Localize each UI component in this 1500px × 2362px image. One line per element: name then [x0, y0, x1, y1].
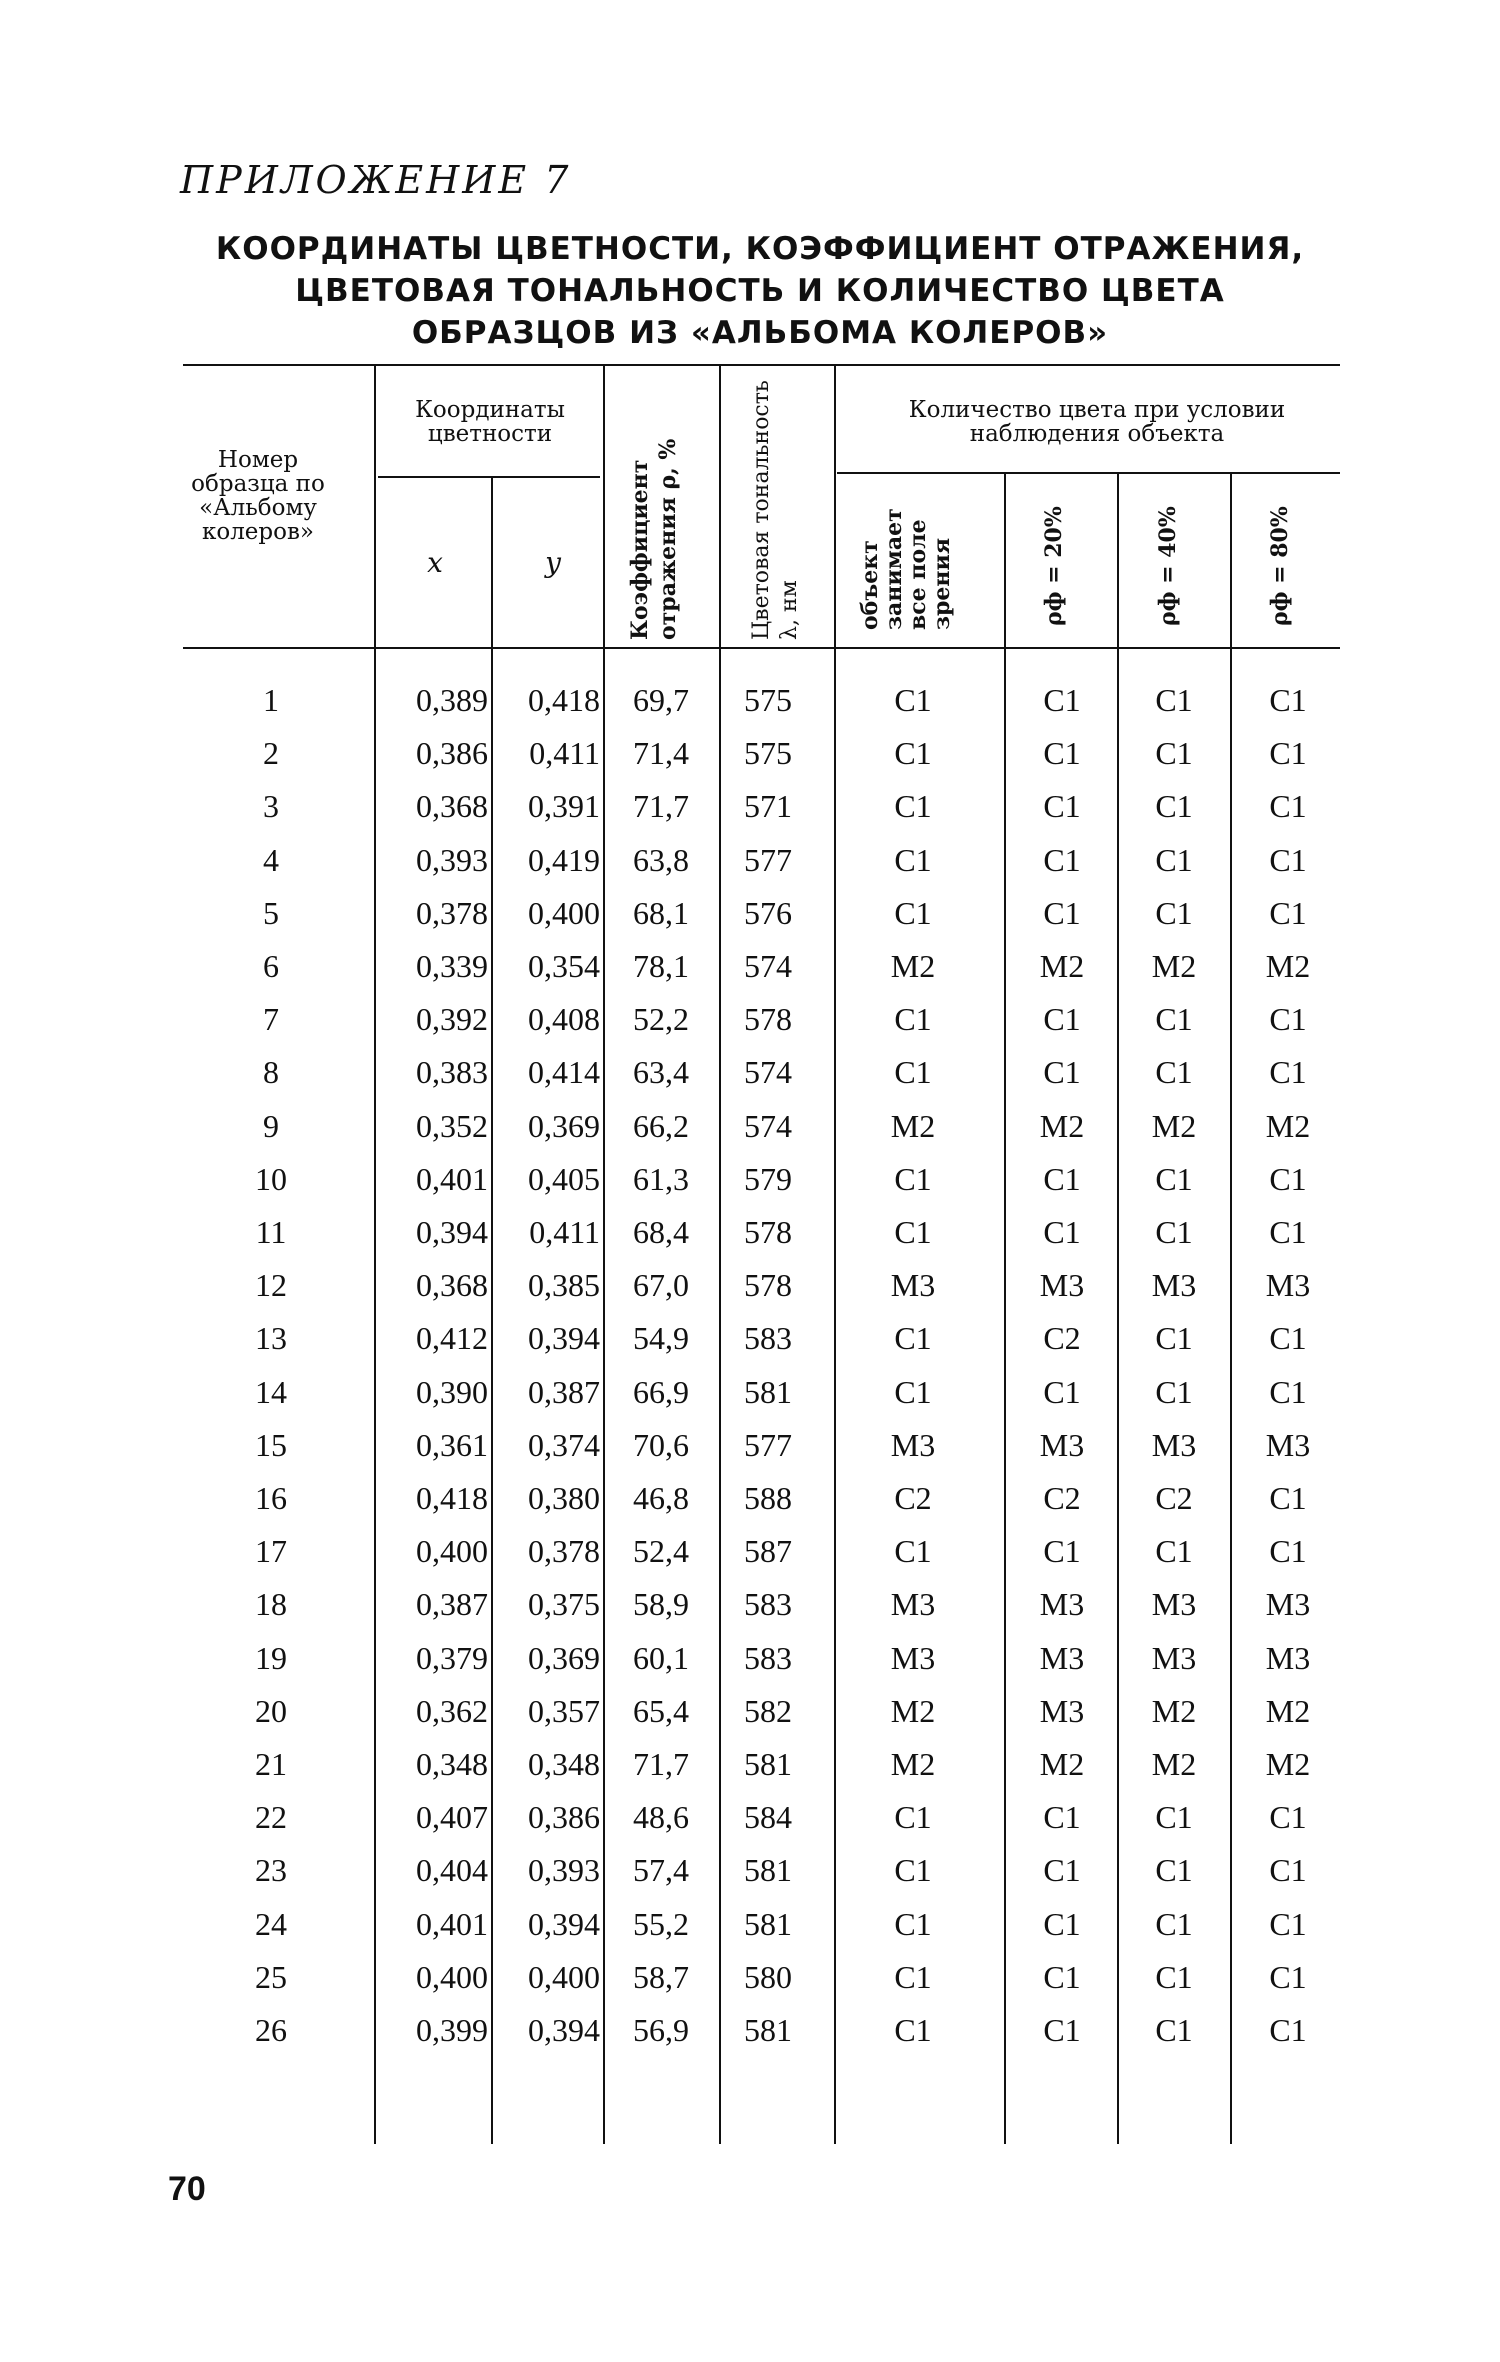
cell-rho-40: C1	[1155, 1905, 1193, 1942]
header-coordinates: Координаты цветности	[415, 397, 565, 447]
cell-reflectance: 67,0	[633, 1267, 689, 1304]
cell-sample-number: 12	[255, 1267, 287, 1304]
cell-rho-20: C2	[1043, 1320, 1081, 1357]
cell-sample-number: 3	[263, 788, 279, 825]
cell-y: 0,374	[528, 1426, 600, 1463]
cell-rho-40: C1	[1155, 1054, 1193, 1091]
cell-y: 0,375	[528, 1586, 600, 1623]
cell-tonality: 583	[744, 1586, 792, 1623]
cell-x: 0,412	[416, 1320, 488, 1357]
cell-full-field: C1	[894, 1852, 932, 1889]
cell-rho-20: M3	[1039, 1426, 1085, 1463]
cell-tonality: 583	[744, 1320, 792, 1357]
cell-rho-40: C1	[1155, 1214, 1193, 1250]
cell-sample-number: 1	[263, 682, 279, 718]
cell-y: 0,411	[529, 735, 600, 772]
cell-rho-80: M2	[1265, 1107, 1311, 1144]
cell-rho-20: C1	[1043, 2012, 1081, 2048]
cell-rho-20: C1	[1043, 735, 1081, 772]
cell-x: 0,339	[416, 948, 488, 984]
cell-rho-80: C1	[1269, 1480, 1307, 1516]
header-sample-number: Номер образца по «Альбому колеров»	[191, 447, 325, 545]
cell-x: 0,378	[416, 894, 488, 931]
header-color-amount: Количество цвета при условии наблюдения объекта	[908, 397, 1286, 447]
cell-full-field: C1	[894, 1001, 932, 1038]
cell-rho-80: C1	[1269, 1373, 1307, 1410]
header-rho-80: ρф = 80%	[1267, 506, 1293, 626]
cell-rho-40: C2	[1155, 1480, 1193, 1516]
cell-rho-20: C1	[1043, 1958, 1081, 1995]
cell-sample-number: 7	[263, 1001, 279, 1038]
cell-rho-80: C1	[1269, 1799, 1307, 1836]
cell-rho-40: C1	[1155, 682, 1193, 718]
cell-rho-80: M2	[1265, 1692, 1311, 1729]
cell-sample-number: 26	[255, 2012, 287, 2048]
cell-rho-80: C1	[1269, 788, 1307, 825]
cell-rho-40: M2	[1151, 1746, 1197, 1782]
cell-rho-40: C1	[1155, 2012, 1193, 2048]
cell-y: 0,369	[528, 1107, 600, 1144]
cell-tonality: 581	[744, 1373, 792, 1410]
cell-sample-number: 2	[263, 735, 279, 772]
cell-rho-20: M3	[1039, 1267, 1085, 1304]
cell-rho-40: M2	[1151, 1107, 1197, 1144]
cell-reflectance: 65,4	[633, 1692, 689, 1729]
cell-y: 0,387	[528, 1373, 600, 1410]
cell-rho-80: C1	[1269, 1958, 1307, 1995]
cell-reflectance: 46,8	[633, 1480, 689, 1516]
cell-tonality: 578	[744, 1214, 792, 1250]
cell-reflectance: 71,7	[633, 788, 689, 825]
cell-reflectance: 56,9	[633, 2012, 689, 2048]
cell-rho-20: C1	[1043, 1054, 1081, 1091]
cell-full-field: M3	[890, 1586, 936, 1623]
cell-rho-20: C1	[1043, 1214, 1081, 1250]
cell-rho-20: C1	[1043, 1001, 1081, 1038]
cell-tonality: 588	[744, 1480, 792, 1516]
cell-tonality: 580	[744, 1958, 792, 1995]
cell-sample-number: 18	[255, 1586, 287, 1623]
cell-rho-40: C1	[1155, 1958, 1193, 1995]
header-full-field: объект занимает все поле зрения	[857, 508, 955, 630]
cell-x: 0,352	[416, 1107, 488, 1144]
cell-reflectance: 68,1	[633, 894, 689, 931]
cell-tonality: 581	[744, 1852, 792, 1889]
cell-rho-40: C1	[1155, 841, 1193, 878]
cell-rho-20: M3	[1039, 1692, 1085, 1729]
cell-rho-80: M3	[1265, 1426, 1311, 1463]
cell-sample-number: 21	[255, 1746, 287, 1782]
cell-tonality: 577	[744, 841, 792, 878]
cell-rho-20: C1	[1043, 1905, 1081, 1942]
cell-x: 0,368	[416, 1267, 488, 1304]
cell-tonality: 574	[744, 1107, 792, 1144]
header-rho-40: ρф = 40%	[1155, 506, 1181, 626]
cell-sample-number: 15	[255, 1426, 287, 1463]
cell-tonality: 583	[744, 1639, 792, 1676]
cell-x: 0,401	[416, 1905, 488, 1942]
cell-y: 0,380	[528, 1480, 600, 1516]
cell-full-field: C1	[894, 1799, 932, 1836]
cell-reflectance: 70,6	[633, 1426, 689, 1463]
cell-rho-20: C1	[1043, 1852, 1081, 1889]
cell-tonality: 577	[744, 1426, 792, 1463]
cell-rho-20: M3	[1039, 1586, 1085, 1623]
cell-y: 0,386	[528, 1799, 600, 1836]
cell-x: 0,404	[416, 1852, 488, 1889]
cell-x: 0,362	[416, 1692, 488, 1729]
cell-full-field: M2	[890, 1107, 936, 1144]
cell-reflectance: 61,3	[633, 1160, 689, 1197]
cell-sample-number: 10	[255, 1160, 287, 1197]
cell-rho-20: M3	[1039, 1639, 1085, 1676]
cell-tonality: 587	[744, 1533, 792, 1570]
cell-sample-number: 9	[263, 1107, 279, 1144]
cell-y: 0,405	[528, 1160, 600, 1197]
cell-reflectance: 52,2	[633, 1001, 689, 1038]
cell-full-field: M3	[890, 1639, 936, 1676]
cell-x: 0,368	[416, 788, 488, 825]
cell-full-field: M2	[890, 1692, 936, 1729]
cell-rho-40: M3	[1151, 1426, 1197, 1463]
cell-rho-80: C1	[1269, 1320, 1307, 1357]
cell-y: 0,348	[528, 1746, 600, 1782]
title-line: КООРДИНАТЫ ЦВЕТНОСТИ, КОЭФФИЦИЕНТ ОТРАЖЕНИЯ,	[215, 231, 1305, 267]
cell-full-field: M3	[890, 1267, 936, 1304]
cell-y: 0,394	[528, 2012, 600, 2048]
cell-x: 0,393	[416, 841, 488, 878]
cell-rho-20: C1	[1043, 1373, 1081, 1410]
cell-y: 0,393	[528, 1852, 600, 1889]
cell-y: 0,414	[528, 1054, 600, 1091]
cell-rho-80: C1	[1269, 1214, 1307, 1250]
cell-tonality: 574	[744, 1054, 792, 1091]
cell-sample-number: 13	[255, 1320, 287, 1357]
cell-sample-number: 6	[263, 948, 279, 984]
cell-rho-40: C1	[1155, 1001, 1193, 1038]
cell-reflectance: 78,1	[633, 948, 689, 984]
cell-rho-20: C1	[1043, 1799, 1081, 1836]
cell-rho-80: M3	[1265, 1639, 1311, 1676]
cell-y: 0,357	[528, 1692, 600, 1729]
cell-sample-number: 11	[255, 1214, 287, 1250]
cell-tonality: 575	[744, 735, 792, 772]
cell-reflectance: 52,4	[633, 1533, 689, 1570]
header-y: y	[545, 546, 561, 579]
header-tonality: Цветовая тональность λ, нм	[749, 380, 802, 640]
cell-sample-number: 8	[263, 1054, 279, 1091]
cell-sample-number: 4	[263, 841, 279, 878]
cell-reflectance: 66,2	[633, 1107, 689, 1144]
cell-rho-80: C1	[1269, 1054, 1307, 1091]
cell-full-field: C1	[894, 2012, 932, 2048]
cell-sample-number: 22	[255, 1799, 287, 1836]
cell-full-field: C1	[894, 735, 932, 772]
cell-full-field: C1	[894, 1533, 932, 1570]
cell-full-field: C1	[894, 1160, 932, 1197]
header-rho-20: ρф = 20%	[1041, 506, 1067, 626]
cell-rho-40: M2	[1151, 948, 1197, 984]
cell-reflectance: 58,7	[633, 1958, 689, 1995]
cell-tonality: 579	[744, 1160, 792, 1197]
cell-full-field: C1	[894, 1958, 932, 1995]
cell-sample-number: 5	[263, 894, 279, 931]
cell-reflectance: 71,7	[633, 1746, 689, 1782]
cell-sample-number: 17	[255, 1533, 287, 1570]
cell-x: 0,361	[416, 1426, 488, 1463]
cell-reflectance: 57,4	[633, 1852, 689, 1889]
cell-tonality: 571	[744, 788, 792, 825]
cell-full-field: M2	[890, 1746, 936, 1782]
cell-rho-40: C1	[1155, 1160, 1193, 1197]
cell-rho-80: C1	[1269, 1001, 1307, 1038]
cell-full-field: C1	[894, 788, 932, 825]
cell-full-field: M2	[890, 948, 936, 984]
cell-reflectance: 55,2	[633, 1905, 689, 1942]
cell-rho-80: C1	[1269, 2012, 1307, 2048]
cell-full-field: C1	[894, 1373, 932, 1410]
cell-y: 0,394	[528, 1905, 600, 1942]
cell-x: 0,386	[416, 735, 488, 772]
cell-y: 0,419	[528, 841, 600, 878]
cell-rho-40: C1	[1155, 1533, 1193, 1570]
cell-reflectance: 60,1	[633, 1639, 689, 1676]
cell-x: 0,392	[416, 1001, 488, 1038]
cell-rho-20: C2	[1043, 1480, 1081, 1516]
cell-rho-40: C1	[1155, 894, 1193, 931]
cell-rho-40: M3	[1151, 1586, 1197, 1623]
cell-reflectance: 54,9	[633, 1320, 689, 1357]
cell-reflectance: 69,7	[633, 682, 689, 718]
cell-full-field: C1	[894, 894, 932, 931]
cell-sample-number: 19	[255, 1639, 287, 1676]
cell-rho-20: M2	[1039, 1107, 1085, 1144]
cell-y: 0,394	[528, 1320, 600, 1357]
cell-rho-80: M2	[1265, 948, 1311, 984]
cell-y: 0,400	[528, 894, 600, 931]
cell-rho-80: M3	[1265, 1586, 1311, 1623]
cell-reflectance: 48,6	[633, 1799, 689, 1836]
cell-sample-number: 20	[255, 1692, 287, 1729]
cell-tonality: 578	[744, 1267, 792, 1304]
cell-tonality: 574	[744, 948, 792, 984]
cell-x: 0,407	[416, 1799, 488, 1836]
cell-y: 0,391	[528, 788, 600, 825]
cell-x: 0,379	[416, 1639, 488, 1676]
cell-y: 0,369	[528, 1639, 600, 1676]
cell-full-field: M3	[890, 1426, 936, 1463]
cell-rho-40: M2	[1151, 1692, 1197, 1729]
cell-rho-80: C1	[1269, 894, 1307, 931]
cell-full-field: C1	[894, 841, 932, 878]
cell-y: 0,411	[529, 1214, 600, 1250]
cell-reflectance: 63,8	[633, 841, 689, 878]
cell-rho-40: M3	[1151, 1639, 1197, 1676]
cell-full-field: C1	[894, 1054, 932, 1091]
cell-tonality: 575	[744, 682, 792, 718]
cell-sample-number: 25	[255, 1958, 287, 1995]
cell-reflectance: 63,4	[633, 1054, 689, 1091]
cell-rho-80: C1	[1269, 1905, 1307, 1942]
cell-rho-40: M3	[1151, 1267, 1197, 1304]
cell-tonality: 581	[744, 1905, 792, 1942]
cell-x: 0,394	[416, 1214, 488, 1250]
cell-rho-80: C1	[1269, 682, 1307, 718]
cell-rho-40: C1	[1155, 1852, 1193, 1889]
cell-x: 0,399	[416, 2012, 488, 2048]
cell-rho-80: C1	[1269, 735, 1307, 772]
cell-sample-number: 24	[255, 1905, 287, 1942]
cell-y: 0,378	[528, 1533, 600, 1570]
cell-y: 0,385	[528, 1267, 600, 1304]
cell-rho-80: C1	[1269, 841, 1307, 878]
cell-rho-20: C1	[1043, 1533, 1081, 1570]
cell-x: 0,401	[416, 1160, 488, 1197]
cell-full-field: C1	[894, 682, 932, 718]
cell-rho-20: M2	[1039, 948, 1085, 984]
appendix-label: ПРИЛОЖЕНИЕ 7	[180, 158, 572, 202]
cell-full-field: C1	[894, 1905, 932, 1942]
cell-rho-20: C1	[1043, 788, 1081, 825]
cell-rho-20: M2	[1039, 1746, 1085, 1782]
title-line: ЦВЕТОВАЯ ТОНАЛЬНОСТЬ И КОЛИЧЕСТВО ЦВЕТА	[295, 273, 1225, 309]
cell-rho-20: C1	[1043, 894, 1081, 931]
cell-tonality: 581	[744, 2012, 792, 2048]
cell-rho-40: C1	[1155, 1373, 1193, 1410]
cell-x: 0,348	[416, 1746, 488, 1782]
cell-sample-number: 14	[255, 1373, 287, 1410]
page-number: 70	[168, 2170, 206, 2208]
header-x: x	[427, 546, 443, 579]
cell-rho-80: C1	[1269, 1533, 1307, 1570]
cell-full-field: C1	[894, 1320, 932, 1357]
cell-tonality: 584	[744, 1799, 792, 1836]
cell-full-field: C2	[894, 1480, 932, 1516]
cell-tonality: 582	[744, 1692, 792, 1729]
cell-rho-20: C1	[1043, 841, 1081, 878]
cell-rho-40: C1	[1155, 735, 1193, 772]
cell-rho-80: M2	[1265, 1746, 1311, 1782]
cell-rho-40: C1	[1155, 1320, 1193, 1357]
cell-rho-20: C1	[1043, 1160, 1081, 1197]
title-line: ОБРАЗЦОВ ИЗ «АЛЬБОМА КОЛЕРОВ»	[411, 315, 1109, 351]
cell-x: 0,389	[416, 682, 488, 718]
cell-rho-80: C1	[1269, 1160, 1307, 1197]
cell-reflectance: 71,4	[633, 735, 689, 772]
cell-tonality: 581	[744, 1746, 792, 1782]
cell-rho-80: C1	[1269, 1852, 1307, 1889]
cell-x: 0,418	[416, 1480, 488, 1516]
cell-reflectance: 58,9	[633, 1586, 689, 1623]
cell-rho-40: C1	[1155, 788, 1193, 825]
cell-rho-80: M3	[1265, 1267, 1311, 1304]
cell-x: 0,387	[416, 1586, 488, 1623]
cell-sample-number: 16	[255, 1480, 287, 1516]
cell-x: 0,400	[416, 1533, 488, 1570]
cell-y: 0,418	[528, 682, 600, 718]
cell-y: 0,408	[528, 1001, 600, 1038]
header-reflectance: Коэффициент отражения ρ, %	[627, 438, 681, 640]
cell-reflectance: 66,9	[633, 1373, 689, 1410]
cell-rho-40: C1	[1155, 1799, 1193, 1836]
cell-tonality: 576	[744, 894, 792, 931]
cell-sample-number: 23	[255, 1852, 287, 1889]
cell-y: 0,400	[528, 1958, 600, 1995]
cell-x: 0,400	[416, 1958, 488, 1995]
cell-rho-20: C1	[1043, 682, 1081, 718]
cell-x: 0,383	[416, 1054, 488, 1091]
cell-full-field: C1	[894, 1214, 932, 1250]
cell-y: 0,354	[528, 948, 600, 984]
cell-tonality: 578	[744, 1001, 792, 1038]
cell-x: 0,390	[416, 1373, 488, 1410]
cell-reflectance: 68,4	[633, 1214, 689, 1250]
